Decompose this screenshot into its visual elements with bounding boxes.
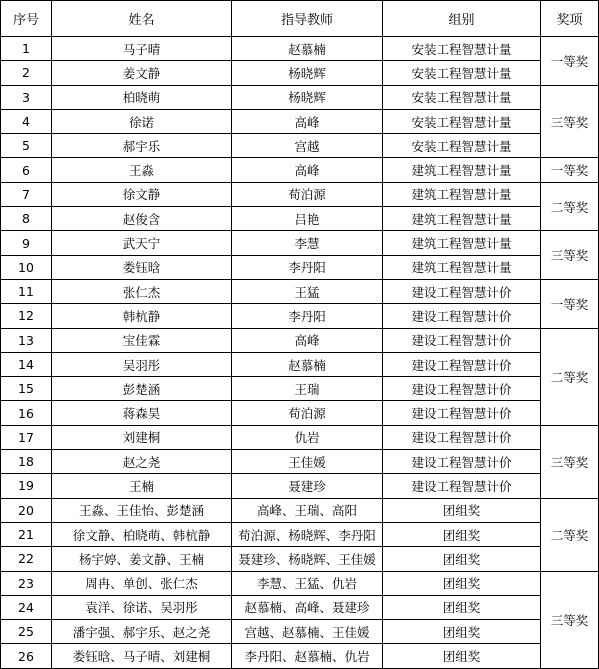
cell-index: 23	[1, 571, 52, 595]
cell-teacher: 聂建珍、杨晓辉、王佳媛	[232, 547, 383, 571]
cell-name: 王楠	[52, 474, 232, 498]
cell-group: 建筑工程智慧计量	[383, 207, 541, 231]
cell-teacher: 荀泊源	[232, 401, 383, 425]
cell-name: 刘建桐	[52, 425, 232, 449]
cell-name: 徐文静、柏晓萌、韩杭静	[52, 522, 232, 546]
table-row	[1, 182, 599, 206]
table-row	[1, 304, 599, 328]
cell-teacher: 赵慕楠	[232, 37, 383, 61]
cell-teacher: 杨晓辉	[232, 61, 383, 85]
header-award: 奖项	[541, 1, 599, 37]
cell-group: 建设工程智慧计价	[383, 450, 541, 474]
cell-index: 1	[1, 37, 52, 61]
cell-award: 二等奖	[541, 328, 599, 425]
cell-name: 徐文静	[52, 182, 232, 206]
cell-index: 9	[1, 231, 52, 255]
table-row	[1, 450, 599, 474]
cell-group: 安装工程智慧计量	[383, 37, 541, 61]
cell-award: 二等奖	[541, 182, 599, 231]
table-body	[1, 37, 599, 669]
cell-index: 2	[1, 61, 52, 85]
table-row	[1, 85, 599, 109]
cell-group: 建设工程智慧计价	[383, 304, 541, 328]
cell-group: 安装工程智慧计量	[383, 109, 541, 133]
cell-index: 15	[1, 377, 52, 401]
cell-index: 19	[1, 474, 52, 498]
cell-teacher: 荀泊源、杨晓辉、李丹阳	[232, 522, 383, 546]
cell-award: 一等奖	[541, 37, 599, 86]
cell-index: 6	[1, 158, 52, 182]
cell-group: 建设工程智慧计价	[383, 377, 541, 401]
cell-index: 18	[1, 450, 52, 474]
header-name: 姓名	[52, 1, 232, 37]
cell-award: 一等奖	[541, 279, 599, 328]
cell-name: 彭楚涵	[52, 377, 232, 401]
cell-group: 团组奖	[383, 547, 541, 571]
cell-index: 17	[1, 425, 52, 449]
cell-group: 团组奖	[383, 571, 541, 595]
cell-group: 建筑工程智慧计量	[383, 182, 541, 206]
header-row	[1, 1, 599, 37]
cell-group: 团组奖	[383, 595, 541, 619]
cell-teacher: 王瑞	[232, 377, 383, 401]
table-row	[1, 522, 599, 546]
cell-name: 吴羽彤	[52, 352, 232, 376]
table-row	[1, 61, 599, 85]
cell-teacher: 李慧、王猛、仇岩	[232, 571, 383, 595]
header-group: 组别	[383, 1, 541, 37]
cell-name: 柏晓萌	[52, 85, 232, 109]
cell-teacher: 荀泊源	[232, 182, 383, 206]
cell-teacher: 杨晓辉	[232, 85, 383, 109]
cell-teacher: 仇岩	[232, 425, 383, 449]
cell-name: 马子晴	[52, 37, 232, 61]
cell-index: 5	[1, 134, 52, 158]
table-row	[1, 425, 599, 449]
cell-index: 7	[1, 182, 52, 206]
cell-group: 团组奖	[383, 498, 541, 522]
cell-name: 赵俊含	[52, 207, 232, 231]
cell-index: 4	[1, 109, 52, 133]
cell-teacher: 赵慕楠、高峰、聂建珍	[232, 595, 383, 619]
cell-name: 杨宇婷、姜文静、王楠	[52, 547, 232, 571]
cell-name: 蒋森昊	[52, 401, 232, 425]
header-teacher: 指导教师	[232, 1, 383, 37]
cell-group: 建设工程智慧计价	[383, 279, 541, 303]
table-row	[1, 279, 599, 303]
table-row	[1, 377, 599, 401]
cell-name: 宝佳霖	[52, 328, 232, 352]
cell-award: 三等奖	[541, 85, 599, 158]
cell-group: 建设工程智慧计价	[383, 474, 541, 498]
cell-teacher: 高峰	[232, 158, 383, 182]
cell-name: 韩杭静	[52, 304, 232, 328]
cell-group: 团组奖	[383, 522, 541, 546]
cell-teacher: 宫越、赵慕楠、王佳媛	[232, 620, 383, 644]
cell-award: 三等奖	[541, 231, 599, 280]
cell-group: 建筑工程智慧计量	[383, 231, 541, 255]
header-index: 序号	[1, 1, 52, 37]
cell-group: 建筑工程智慧计量	[383, 158, 541, 182]
table-row	[1, 207, 599, 231]
cell-index: 11	[1, 279, 52, 303]
cell-group: 团组奖	[383, 620, 541, 644]
table-row	[1, 595, 599, 619]
cell-name: 赵之尧	[52, 450, 232, 474]
cell-index: 20	[1, 498, 52, 522]
cell-index: 10	[1, 255, 52, 279]
cell-group: 建设工程智慧计价	[383, 328, 541, 352]
cell-teacher: 李丹阳	[232, 255, 383, 279]
table-row	[1, 158, 599, 182]
cell-group: 团组奖	[383, 644, 541, 668]
cell-award: 一等奖	[541, 158, 599, 182]
cell-award: 三等奖	[541, 571, 599, 668]
cell-group: 安装工程智慧计量	[383, 134, 541, 158]
table-row	[1, 134, 599, 158]
cell-teacher: 聂建珍	[232, 474, 383, 498]
cell-teacher: 李慧	[232, 231, 383, 255]
cell-index: 3	[1, 85, 52, 109]
cell-group: 安装工程智慧计量	[383, 61, 541, 85]
cell-index: 26	[1, 644, 52, 668]
cell-teacher: 吕艳	[232, 207, 383, 231]
table-row	[1, 474, 599, 498]
cell-teacher: 李丹阳、赵慕楠、仇岩	[232, 644, 383, 668]
cell-award: 二等奖	[541, 498, 599, 571]
cell-name: 潘宇强、郝宇乐、赵之尧	[52, 620, 232, 644]
cell-group: 建设工程智慧计价	[383, 425, 541, 449]
table-row	[1, 109, 599, 133]
cell-award: 三等奖	[541, 425, 599, 498]
cell-index: 8	[1, 207, 52, 231]
cell-index: 24	[1, 595, 52, 619]
cell-name: 娄钰晗	[52, 255, 232, 279]
cell-name: 徐诺	[52, 109, 232, 133]
cell-teacher: 王猛	[232, 279, 383, 303]
cell-name: 周冉、单创、张仁杰	[52, 571, 232, 595]
table-row	[1, 255, 599, 279]
table-row	[1, 401, 599, 425]
cell-name: 郝宇乐	[52, 134, 232, 158]
cell-index: 12	[1, 304, 52, 328]
cell-name: 武天宁	[52, 231, 232, 255]
cell-teacher: 赵慕楠	[232, 352, 383, 376]
cell-teacher: 王佳媛	[232, 450, 383, 474]
cell-index: 16	[1, 401, 52, 425]
cell-index: 14	[1, 352, 52, 376]
table-row	[1, 547, 599, 571]
cell-group: 安装工程智慧计量	[383, 85, 541, 109]
cell-name: 娄钰晗、马子晴、刘建桐	[52, 644, 232, 668]
table-row	[1, 571, 599, 595]
cell-name: 姜文静	[52, 61, 232, 85]
cell-index: 21	[1, 522, 52, 546]
cell-teacher: 高峰	[232, 328, 383, 352]
table-row	[1, 37, 599, 61]
cell-name: 袁洋、徐诺、吴羽彤	[52, 595, 232, 619]
cell-teacher: 李丹阳	[232, 304, 383, 328]
table-row	[1, 231, 599, 255]
cell-teacher: 高峰	[232, 109, 383, 133]
cell-name: 王淼、王佳怡、彭楚涵	[52, 498, 232, 522]
cell-index: 22	[1, 547, 52, 571]
table-row	[1, 352, 599, 376]
cell-group: 建设工程智慧计价	[383, 401, 541, 425]
cell-name: 张仁杰	[52, 279, 232, 303]
cell-index: 13	[1, 328, 52, 352]
table-row	[1, 328, 599, 352]
cell-index: 25	[1, 620, 52, 644]
cell-teacher: 宫越	[232, 134, 383, 158]
cell-teacher: 高峰、王瑞、高阳	[232, 498, 383, 522]
table-row	[1, 620, 599, 644]
cell-group: 建筑工程智慧计量	[383, 255, 541, 279]
table-row	[1, 498, 599, 522]
cell-group: 建设工程智慧计价	[383, 352, 541, 376]
cell-name: 王淼	[52, 158, 232, 182]
